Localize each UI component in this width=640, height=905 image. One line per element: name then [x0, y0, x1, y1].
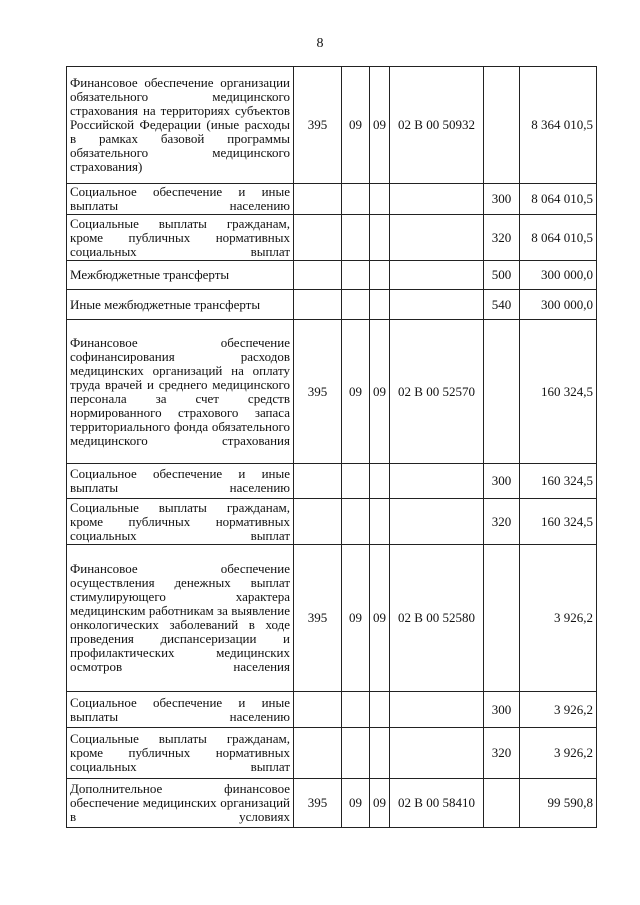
target-article-code: [390, 261, 484, 290]
expense-type-code: [484, 779, 520, 828]
section-code: 09: [342, 545, 370, 692]
subsection-code: [370, 499, 390, 545]
target-article-code: 02 В 00 52580: [390, 545, 484, 692]
expense-name: Финансовое обеспечение организации обязательного медицинского страхования на территориях субъектов Российской Федерации (иные расходы в рамках базовой программы обязательного медицинского страхования): [67, 67, 294, 184]
amount: 8 064 010,5: [520, 184, 597, 215]
expense-type-code: 500: [484, 261, 520, 290]
expense-type-code: 300: [484, 184, 520, 215]
ministry-code: 395: [294, 320, 342, 464]
expense-name: Межбюджетные трансферты: [67, 261, 294, 290]
table-row: [67, 184, 597, 215]
section-code: 09: [342, 320, 370, 464]
expense-type-code: [484, 545, 520, 692]
target-article-code: [390, 184, 484, 215]
subsection-code: 09: [370, 67, 390, 184]
expense-name: Социальные выплаты гражданам, кроме публичных нормативных социальных выплат: [67, 499, 294, 545]
expense-name: Социальное обеспечение и иные выплаты населению: [67, 692, 294, 728]
target-article-code: 02 В 00 58410: [390, 779, 484, 828]
subsection-code: [370, 290, 390, 320]
target-article-code: [390, 499, 484, 545]
subsection-code: [370, 728, 390, 779]
target-article-code: [390, 290, 484, 320]
amount: 8 064 010,5: [520, 215, 597, 261]
expense-name: Социальные выплаты гражданам, кроме публичных нормативных социальных выплат: [67, 215, 294, 261]
section-code: [342, 215, 370, 261]
expense-type-code: [484, 320, 520, 464]
expense-type-code: 320: [484, 728, 520, 779]
ministry-code: [294, 464, 342, 499]
ministry-code: [294, 261, 342, 290]
expense-type-code: 300: [484, 692, 520, 728]
expense-type-code: [484, 67, 520, 184]
subsection-code: 09: [370, 779, 390, 828]
ministry-code: [294, 290, 342, 320]
section-code: [342, 464, 370, 499]
ministry-code: [294, 499, 342, 545]
target-article-code: 02 В 00 52570: [390, 320, 484, 464]
expense-name: Финансовое обеспечение софинансирования расходов медицинских организаций на оплату труда врачей и среднего медицинского персонала за счет средств нормированного страхового запаса территориального фонда обязательного медицинского страхования: [67, 320, 294, 464]
expense-name: Финансовое обеспечение осуществления денежных выплат стимулирующего характера медицинским работникам за выявление онкологических заболеваний в ходе проведения диспансеризации и профилактических медицинских осмотров населения: [67, 545, 294, 692]
expense-type-code: 320: [484, 499, 520, 545]
expense-type-code: 300: [484, 464, 520, 499]
subsection-code: [370, 464, 390, 499]
expense-name: Иные межбюджетные трансферты: [67, 290, 294, 320]
table-row: [67, 290, 597, 320]
amount: 160 324,5: [520, 464, 597, 499]
budget-table: [66, 66, 597, 828]
amount: 300 000,0: [520, 261, 597, 290]
subsection-code: 09: [370, 545, 390, 692]
ministry-code: [294, 728, 342, 779]
table-row: [67, 728, 597, 779]
table-row: [67, 545, 597, 692]
section-code: [342, 499, 370, 545]
expense-name: Социальное обеспечение и иные выплаты населению: [67, 184, 294, 215]
section-code: [342, 692, 370, 728]
subsection-code: 09: [370, 320, 390, 464]
target-article-code: [390, 692, 484, 728]
target-article-code: 02 В 00 50932: [390, 67, 484, 184]
ministry-code: 395: [294, 67, 342, 184]
table-row: [67, 464, 597, 499]
amount: 99 590,8: [520, 779, 597, 828]
section-code: 09: [342, 67, 370, 184]
amount: 3 926,2: [520, 692, 597, 728]
ministry-code: 395: [294, 779, 342, 828]
table-row: [67, 261, 597, 290]
table-row: [67, 67, 597, 184]
section-code: [342, 184, 370, 215]
amount: 3 926,2: [520, 728, 597, 779]
ministry-code: [294, 184, 342, 215]
ministry-code: [294, 215, 342, 261]
expense-name: Социальное обеспечение и иные выплаты населению: [67, 464, 294, 499]
table-row: [67, 499, 597, 545]
section-code: [342, 261, 370, 290]
subsection-code: [370, 215, 390, 261]
amount: 8 364 010,5: [520, 67, 597, 184]
subsection-code: [370, 184, 390, 215]
amount: 160 324,5: [520, 320, 597, 464]
table-row: [67, 215, 597, 261]
section-code: [342, 728, 370, 779]
ministry-code: 395: [294, 545, 342, 692]
target-article-code: [390, 464, 484, 499]
expense-type-code: 540: [484, 290, 520, 320]
target-article-code: [390, 728, 484, 779]
target-article-code: [390, 215, 484, 261]
section-code: 09: [342, 779, 370, 828]
table-row: [67, 779, 597, 828]
table-row: [67, 320, 597, 464]
expense-type-code: 320: [484, 215, 520, 261]
amount: 3 926,2: [520, 545, 597, 692]
subsection-code: [370, 692, 390, 728]
ministry-code: [294, 692, 342, 728]
section-code: [342, 290, 370, 320]
page-number: 8: [316, 36, 324, 51]
expense-name: Дополнительное финансовое обеспечение медицинских организаций в условиях: [67, 779, 294, 828]
amount: 300 000,0: [520, 290, 597, 320]
table-row: [67, 692, 597, 728]
amount: 160 324,5: [520, 499, 597, 545]
expense-name: Социальные выплаты гражданам, кроме публичных нормативных социальных выплат: [67, 728, 294, 779]
subsection-code: [370, 261, 390, 290]
